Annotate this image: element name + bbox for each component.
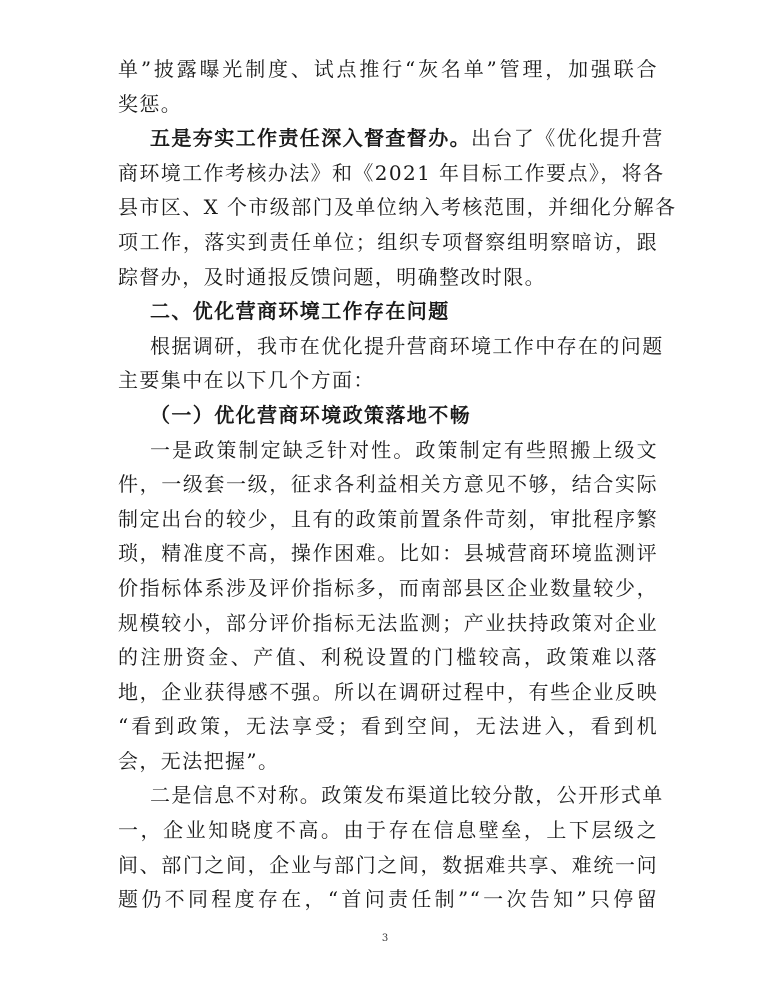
paragraph-line: 奖惩。: [118, 91, 183, 116]
paragraph-line: 商环境工作考核办法》和《2021 年目标工作要点》，将各: [118, 160, 665, 185]
paragraph-line: [118, 121, 664, 156]
paragraph-line: 一是政策制定缺乏针对性。政策制定有些照搬上级文: [150, 437, 658, 462]
paragraph-line: 地，企业获得感不强。所以在调研过程中，有些企业反映: [118, 679, 658, 704]
paragraph-line: 制定出台的较少，且有的政策前置条件苛刻，审批程序繁: [118, 506, 658, 531]
paragraph-line: 县市区、X 个市级部门及单位纳入考核范围，并细化分解各: [118, 195, 677, 220]
paragraph-line: 题仍不同程度存在，“首问责任制”“一次告知”只停留: [118, 887, 658, 912]
paragraph-line: 二是信息不对称。政策发布渠道比较分散，公开形式单: [150, 783, 664, 808]
paragraph-line: 价指标体系涉及评价指标多，而南部县区企业数量较少，: [118, 575, 658, 600]
paragraph-line: 件，一级套一级，征求各利益相关方意见不够，结合实际: [118, 472, 658, 497]
paragraph-line: 会，无法把握”。: [118, 748, 280, 773]
paragraph-line: 一，企业知晓度不高。由于存在信息壁垒，上下层级之: [118, 818, 658, 843]
paragraph-line: 踪督办，及时通报反馈问题，明确整改时限。: [118, 264, 546, 289]
lead-phrase: 五是夯实工作责任深入督查督办。: [150, 126, 471, 151]
paragraph-line: 主要集中在以下几个方面：: [118, 368, 375, 393]
paragraph-line: 单”披露曝光制度、试点推行“灰名单”管理，加强联合: [118, 57, 658, 81]
paragraph-line: 规模较小，部分评价指标无法监测；产业扶持政策对企业: [118, 610, 658, 635]
document-page: [118, 52, 677, 917]
paragraph-line: 间、部门之间，企业与部门之间，数据难共享、难统一问: [118, 852, 658, 877]
page-number: 3: [381, 933, 389, 944]
section-heading: （一）优化营商环境政策落地不畅: [150, 402, 471, 427]
paragraph-line: 项工作，落实到责任单位；组织专项督察组明察暗访，跟: [118, 229, 658, 254]
line-text: 出台了《优化提升营: [471, 126, 664, 151]
section-heading: 二、优化营商环境工作存在问题: [150, 299, 450, 324]
paragraph-line: 根据调研，我市在优化提升营商环境工作中存在的问题: [150, 333, 664, 358]
paragraph-line: “看到政策，无法享受；看到空间，无法进入，看到机: [118, 714, 658, 739]
paragraph-line: 的注册资金、产值、利税设置的门槛较高，政策难以落: [118, 645, 658, 670]
paragraph-line: 琐，精准度不高，操作困难。比如：县城营商环境监测评: [118, 541, 658, 566]
